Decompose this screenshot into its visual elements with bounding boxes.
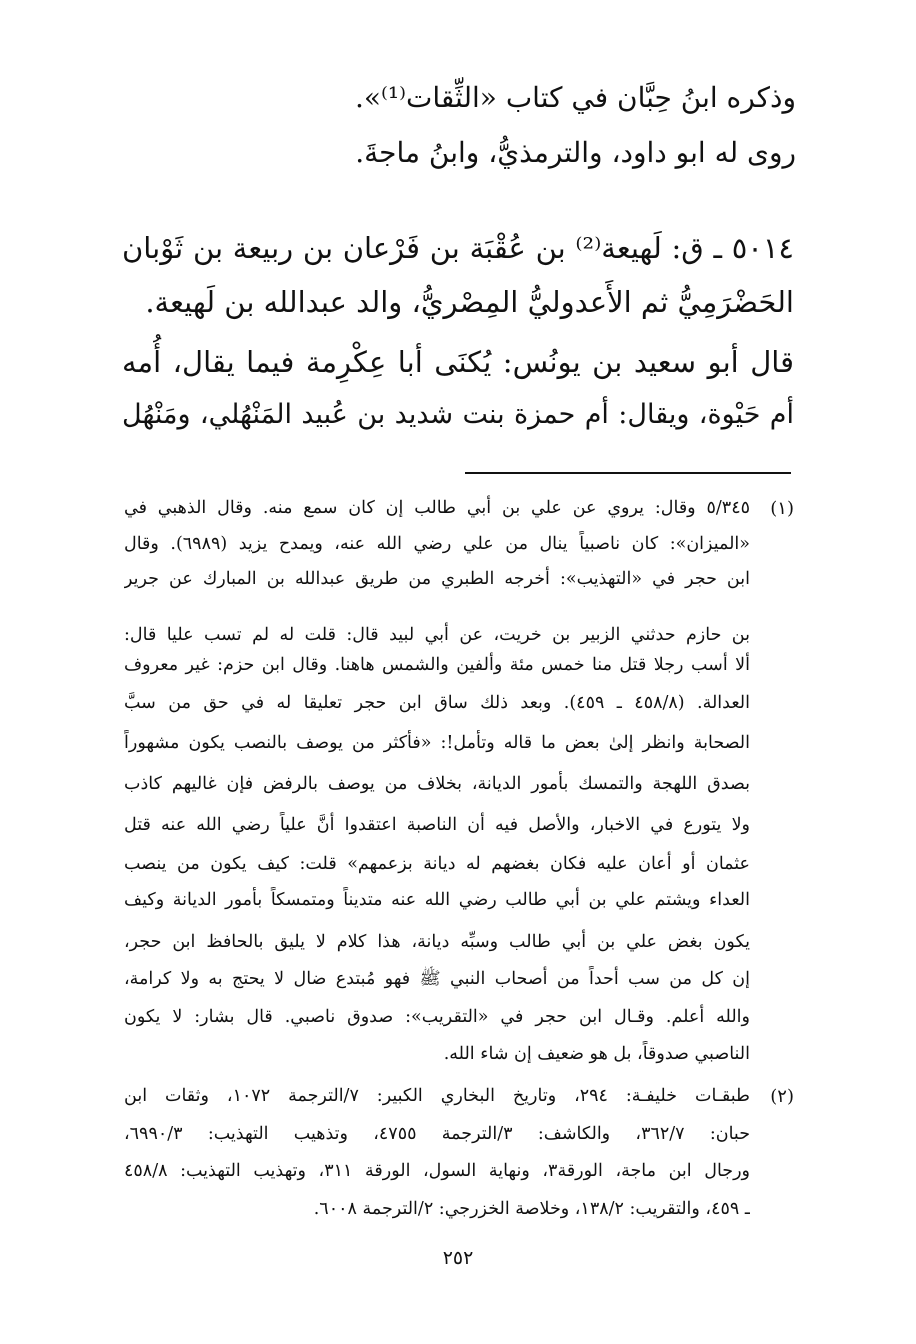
footnote-line: طبقـات خليفـة: ٢٩٤، وتاريخ البخاري الكبير: ٧/الترجمة ١٠٧٢، وثقات ابن [124,1086,750,1106]
footnote-line: يكون بغض علي بن أبي طالب وسبِّه ديانة، هذا كلام لا يليق بالحافظ ابن حجر، [124,932,750,952]
footnote-line: الصحابة وانظر إلىٰ بعض ما قاله وتأمل!: «فأكثر من يوصف بالنصب يكون مشهوراً [124,733,750,753]
footnote-line: العدالة. (٤٥٨/٨ ـ ٤٥٩). وبعد ذلك ساق ابن حجر تعليقا له في حق من سبَّ [124,693,750,713]
footnote-separator [465,472,791,474]
footnote-line: إن كل من سب أحداً من أصحاب النبي ﷺ فهو مُبتدع ضال لا يحتج به ولا كرامة، [124,969,750,989]
footnote-line: ولا يتورع في الاخبار، والأصل فيه أن الناصبة اعتقدوا أنَّ علياً رضي الله عنه قتل [124,815,750,835]
page-number: ٢٥٢ [442,1247,474,1269]
footnote-line: بن حازم حدثني الزبير بن خريت، عن أبي لبيد قال: قلت له لم تسب عليا قال: [124,625,750,645]
intro-line: روى له ابو داود، والترمذيُّ، وابنُ ماجةَ. [355,136,796,169]
footnote-line: الناصبي صدوقاً، بل هو ضعيف إن شاء الله. [443,1044,750,1064]
footnote-line: ألا أسب رجلا قتل منا خمس مئة وألفين والشمس هاهنا. وقال ابن حزم: غير معروف [124,655,750,675]
footnote-line: ـ ٤٥٩، والتقريب: ١٣٨/٢، وخلاصة الخزرجي: ٢/الترجمة ٦٠٠٨. [313,1199,750,1219]
footnote-line: «الميزان»: كان ناصبياً ينال من علي رضي الله عنه، ويمدح يزيد (٦٩٨٩). وقال [124,534,750,554]
entry-line: الحَضْرَمِيُّ ثم الأَعدوليُّ المِصْريُّ، والد عبدالله بن لَهيعة. [145,285,794,319]
footnote-line: ٥/٣٤٥ وقال: يروي عن علي بن أبي طالب إن كان سمع منه. وقال الذهبي في [124,498,750,518]
footnote-line: عثمان أو أعان عليه فكان بغضهم له ديانة بزعمهم» قلت: كيف يكون من ينصب [124,854,750,874]
footnote-line: العداء ويشتم علي بن أبي طالب رضي الله عنه متديناً ومتمسكاً بأمور الديانة وكيف [124,890,750,910]
entry-line: أم حَيْوة، ويقال: أم حمزة بنت شديد بن عُبيد المَنْهُلي، ومَنْهُل [122,399,794,430]
footnote-line: والله أعلم. وقـال ابن حجر في «التقريب»: صدوق ناصبي. قال بشار: لا يكون [124,1007,750,1027]
footnote-line: حبان: ٣٦٢/٧، والكاشف: ٣/الترجمة ٤٧٥٥، وتذهيب التهذيب: ٦٩٩٠/٣، [124,1124,750,1144]
footnote-line: ابن حجر في «التهذيب»: أخرجه الطبري من طريق عبدالله بن المبارك عن جرير [124,569,750,589]
footnote-line: بصدق اللهجة والتمسك بأمور الديانة، بخلاف من يوصف بالرفض فإن غاليهم كاذب [124,774,750,794]
entry-line: ٥٠١٤ ـ ق: لَهيعة⁽²⁾ بن عُقْبَة بن فَرْعان بن ربيعة بن ثَوْبان [122,231,794,265]
footnote-number: (٢) [770,1086,794,1107]
footnote-number: (١) [770,498,794,519]
footnote-line: ورجال ابن ماجة، الورقة٣، ونهاية السول، الورقة ٣١١، وتهذيب التهذيب: ٤٥٨/٨ [124,1161,750,1181]
entry-line: قال أبو سعيد بن يونُس: يُكنَى أبا عِكْرِمة فيما يقال، أُمه [122,345,794,379]
intro-line: وذكره ابنُ حِبَّان في كتاب «الثِّقات⁽¹⁾». [354,81,796,114]
